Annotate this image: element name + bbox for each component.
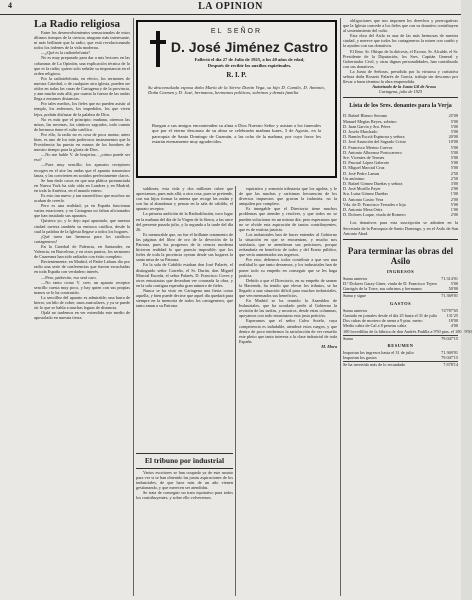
list-item (343, 335, 458, 341)
sacraments-line: Después de recibir los auxilios espirituales. (207, 63, 292, 68)
item-name: D. Rafael Blanco Serrano (343, 113, 388, 119)
item-amount: 50'00 (448, 286, 458, 292)
paragraph: Se trata de conseguir un trato equitativo para todos los contribuyentes, y sobre ello volveremos. (136, 490, 233, 501)
paragraph: Varios escritores se han ocupado ya de este asunto para ver si se han obtenido las justas aspiraciones de los industriales, de que hace más de un año vienen gestionando, y que merecen ser atendidas. (136, 470, 233, 491)
paragraph: Recientemente, en Madrid, el Padre Laburu dio por radio una serie de conferencias que fueron escuchadas en toda España con verdadero interés. (34, 259, 130, 275)
paragraph: sublimes, esta vida y dos millones cubre que apreciamos, pues más allá, a otra cosa, pues se pretende, con sus hijos formar la antena que recoge las ondas y son las al abandonar y pensar en la sala de cabildo, el aparato receptor. (136, 186, 233, 212)
article-radio-religiosa (34, 18, 130, 596)
ingresos-label: INGRESOS (386, 268, 415, 274)
item-name: Sre. Vicentes de Termes (343, 155, 385, 161)
column-divider (133, 18, 134, 596)
paragraph: ¡Qué tarea tan hermosa para los católicos cartageneros! (34, 233, 130, 244)
paragraph: —Pues muy sencillo; los aparatos receptores recogen en el aire las ondas que el aparato transmisor lanza, y las convierten en sonidos perfectamente claros. (34, 162, 130, 178)
obituary-notice (136, 20, 337, 178)
paragraph: En la sala de Cabildo estaban don José Palarés, el distinguido señor Carreño, el Sr. Durán, don Miguel Marcial Euceda, el señor Palarés, D. Francisco Coves y otros entusiastas que deseaban ver coronada la obra, y en la sala contigua esperaba gran número de fieles. (136, 262, 233, 288)
intro-date: Cartagena, julio de 1925 (378, 89, 423, 95)
item-amount: 3'00 (450, 181, 458, 187)
item-name: Importan los ingresos hasta el 31 de julio (343, 350, 414, 356)
item-name: Manuel Megías Reyes, sobrino (343, 118, 397, 124)
death-date: Falleció el día 27 de Julio de 1925, a los 40 años de edad, (194, 57, 305, 62)
item-name: Gastado en jornales desde el día 25 hasta el 31 de julio (343, 312, 438, 318)
paragraph: Es memorable que, no fue el brillante ornamento de las páginas del libro de oro de la devoción de la Patrona, pues los progresos de la ciencia moderna hicieron realidad lo que parecía imposible: que los fieles de toda la provincia oyeran desde sus hogares la santa misa de su Patrona. (136, 231, 233, 263)
item-amount: 1'00 (450, 191, 458, 197)
paragraph: La sencillez del aparato es admirable; una barra de hierro, un hilo de cobre, unos auriculares, y ya se puede oír lo que se habla a muchas leguas de distancia. (34, 294, 130, 311)
gastos-list (343, 307, 472, 341)
item-name: D. José Pedro Lamas (343, 170, 380, 176)
item-name: D. Antonio Albornoz Portocarrero (343, 149, 402, 155)
paragraph: —No tanto como V. cree; un aparato receptor sencillo cuesta muy poco, y hay quien con sus propias manos se lo ha construido. (34, 279, 130, 295)
list-item (343, 212, 458, 217)
item-name: Suma (343, 335, 353, 341)
item-amount: 5'00 (450, 118, 458, 124)
cross-icon (150, 31, 166, 67)
column-divider (235, 186, 236, 596)
paragraph: Pero es una realidad; ya en España funcionan varias estaciones; y en Cartagena no faltan aficionados que han instalado sus aparatos. (34, 203, 130, 219)
item-amount: 79.047'15 (441, 335, 458, 341)
item-amount: 10'00 (448, 139, 458, 145)
item-amount: 2'00 (450, 186, 458, 192)
item-amount: 4'00 (450, 323, 458, 329)
item-name: D. Dolores Luque, viuda de Romero (343, 212, 406, 218)
paragraph: La primera audición de la Radiodifusión, tuvo lugar en la mañana del día de la Virgen de la Sierra, a las once del presente pasado julio, y la segunda a la tarde del día 26. (136, 211, 233, 232)
paragraph: obligaciones que nos imponen los derechos y prerrogativas que la Iglesia concede a los fieles que con su donativo contribuyen al sostenimiento del culto. (343, 18, 458, 34)
item-amount: 5'00 (450, 144, 458, 150)
article-radio-continued (136, 186, 233, 448)
item-amount: 131'25 (446, 312, 458, 318)
item-amount: 5'00 (450, 201, 458, 207)
paragraph: —¿Qué es la radiotelefonía? (41, 50, 91, 56)
masthead (0, 0, 461, 15)
item-name: Medio cahiz de Cal a 8 pesetas cahiz (343, 323, 407, 329)
paragraph: equitativo y armonía tributaria que los agobia, y le de que las muchas y carísimas frecuencias de los diversos impuestos que gravan la industria, no la aniquilen por completo. (239, 186, 337, 207)
asilo-intro (343, 18, 458, 84)
item-amount: 71.314'01 (441, 275, 458, 281)
paragraph: Debido a que el Directorio, en su empeño de sanear la Hacienda, ha tenido que elevar los tributos, se ha llegado a una situación difícil para muchos industriales, que ven mermados sus beneficios. (239, 277, 337, 298)
paragraph: Por esto, debemos todos contribuir a que sea una realidad lo que tanto deseamos, y los industriales han de poner todo su empeño en conseguir que se les haga justicia. (239, 257, 337, 278)
paragraph: —Pero, padrecito, eso será caro. (41, 274, 97, 280)
item-name: Suma anterior (343, 275, 368, 281)
item-name: D. Rafael Gómez Dueñas y señora (343, 181, 403, 187)
item-amount: 7.678'14 (443, 362, 458, 368)
asilo-headline: Para terminar las obras del Asilo (347, 245, 454, 266)
item-name: D. Francisco Merino Cuevas (343, 144, 393, 150)
item-name: Se ha invertido más de lo recaudado (343, 362, 406, 368)
item-amount: 5'00 (450, 281, 458, 287)
deceased-name: D. José Jiménez Castro (170, 39, 329, 55)
item-amount: 25'00 (448, 113, 458, 119)
list-item (343, 328, 472, 334)
item-amount: 2'00 (450, 196, 458, 202)
paragraph: En la Catedral de Palencia, en Santander, en Valencia, en Barcelona, y en otros puntos, los sermones de Cuaresma han sido radiados con éxito completo. (34, 243, 130, 260)
resumen-label: RESUMEN (387, 342, 414, 348)
item-name: D. Josefa Marchado (343, 129, 378, 135)
paragraph: Se han dado casos en que una plática pronunciada en Nueva York ha sido oída en Londres y en Madrid, en toda la América, en el mundo entero. (34, 177, 130, 193)
item-amount: 74'787'65 (441, 307, 458, 313)
item-amount: 2'50 (450, 175, 458, 181)
ingresos-list (343, 276, 458, 299)
paragraph: Esperamos que el señor Calvo Sotelo, cuya competencia es indudable, atenderá estos ruegos, y que dentro de poco tendremos la satisfacción de ver resuelto este pleito que tanto interesa a la clase industrial de toda España. (239, 318, 337, 344)
item-name: 100 bovedillas de la fábrica de don Andrés Padilla a 9'50 ptas. el 100 (343, 328, 462, 334)
item-name: D. Miguel Marcial Cruz (343, 165, 385, 171)
item-name: Un anónimo (343, 175, 365, 181)
item-amount: 9'50 (464, 328, 472, 334)
item-amount: 2'00 (450, 212, 458, 218)
article-body (34, 30, 130, 320)
article-body (136, 186, 233, 308)
item-amount: 5'00 (450, 129, 458, 135)
item-amount: 79.047'15 (441, 355, 458, 361)
list-item (343, 292, 458, 298)
page-number: 4 (8, 1, 12, 10)
item-amount: 2'50 (450, 170, 458, 176)
item-name: D. José Asunción del Sagrado Cristo (343, 139, 407, 145)
resumen-list (343, 350, 458, 368)
donor-list (343, 113, 458, 217)
item-amount: 20'00 (448, 134, 458, 140)
article-body (239, 186, 337, 344)
tribuna-headline: El tribuno por industrial (136, 453, 233, 469)
article-tribuna (136, 470, 233, 596)
gastos-label: GASTOS (389, 300, 412, 306)
paragraph: Nunca se ha visto en Cartagena una fiesta como aquella, y bien puede decirse que aquel día quedará para siempre en la memoria de todos los cartageneros, que tanto aman a su Patrona. (136, 287, 233, 309)
item-amount: 5'00 (450, 123, 458, 129)
paragraph: Por la radiotelefonía, en efecto, los sermones de nuestra Catedral, o de cualquier otra iglesia, pueden ser oídos en todas las casas de Cartagena y de la provincia, y aun mucho más allá, por cuanto la fuerza de las ondas llega a enormes distancias. (34, 75, 130, 102)
item-name: D. Juan García y Sra. Pérez (343, 123, 391, 129)
list-item (343, 355, 458, 360)
paragraph: El Ilmo. Sr. Obispo de la diócesis, el Excmo. Sr. Alcalde, el Sr. Presidente de la Diputación, los Sres. Capitán General y Gobernador Civil, y otras dignas personalidades, han contribuido con sus donativos. (343, 48, 459, 69)
paragraph: En Madrid se ha reunido la Asamblea de Industriales, que ha acordado pedir al Gobierno la revisión de las tarifas, y nosotros, desde estas columnas, apoyamos con todo entusiasmo esta justa petición. (239, 298, 337, 319)
donor-list-title: Lista de los Sres. donantes para la Verja (349, 103, 452, 110)
column-divider (340, 18, 341, 596)
paragraph: Esta obra del Asilo es una de las más hermosas de nuestra ciudad, y merece que todos los cartageneros la miren con cariño y la ayuden con sus donativos. (343, 33, 458, 49)
paragraph: Entre los desenvolvimientos sensacionales de estos últimos tiempos de la ciencia, ninguno más interesante, ni más brillante que la radio, que está revolucionando todos los órdenes de la vida moderna. (34, 30, 130, 51)
paragraph: Los industriales han de hacer entender al Gobierno la situación en que se encuentran, y mucho nos satisfaría, que se atendieran sus peticiones, porque redundaría en beneficio de todos y del Erario público, que vería aumentados sus ingresos. (239, 231, 337, 258)
donations-column (343, 18, 472, 596)
paragraph: No es muy preparado para dar a mis lectores en las columnas de La Opinión, una explicación técnica de lo que es la radio; quiero solo señalar su importancia en el orden religioso. (34, 55, 130, 76)
funeral-text: Ruegan a sus amigos encomienden su alma a Dios Nuestro Señor y asistan a los funerales que por el eterno descanso de su alma se celebrarán mañana lunes, 3 de Agosto, en la parroquia de Santa Domingo de Guzmán, a las ocho de la mañana, por cuyo favor les estarán eternamente muy agradecidos. (152, 123, 321, 145)
item-name: Dos cubas de mortero de arena a 9 ptas. metro (343, 318, 423, 324)
item-name: D. Antonio Mesa Ortiz (343, 207, 383, 213)
item-name: D.ª Dolores Garay Giner, viuda de D. Francisco Tejero (343, 281, 438, 287)
item-name: Sra. Luisa Gómez Dueñas (343, 191, 388, 197)
paragraph: Es innegable que el Directorio tiene muchos problemas que atender y resolver, y que todos no se pueden solucionar en un mismo día; pero esperamos que no se olvide esta aspiración de tantos contribuyentes, que es de estricta justicia. (239, 206, 337, 232)
item-name: D. José Morillo Payer (343, 186, 381, 192)
newspaper-title: LA OPINION (198, 1, 263, 12)
item-amount: 5'00 (450, 165, 458, 171)
item-amount: 71.369'01 (441, 350, 458, 356)
paragraph: Quisiera yo, y lo dejo aquí apuntado, que nuestra ciudad tuviera también su emisora católica, desde la cual la palabra de la Iglesia llegase a todos los hogares. (34, 218, 130, 234)
list-item (343, 286, 458, 291)
item-name: D. Antonio Castro Vera (343, 196, 384, 202)
item-amount: 5'00 (450, 160, 458, 166)
donor-list-note: Los donativos para esta suscripción se admiten en la Secretaría de la Parroquia de Santo Domingo, y en el Asilo de San Antonio Abad. (343, 220, 458, 236)
item-amount: 71.369'01 (441, 293, 458, 299)
article-body (136, 470, 233, 501)
article-industrial (239, 186, 337, 596)
item-amount: 5'00 (450, 149, 458, 155)
section-rule (343, 239, 458, 240)
paragraph: Por ello, la radio no es cosa de poca monta; antes bien, es uno de los más poderosos instrumentos que la Providencia ha puesto en manos de los hombres de nuestro tiempo para la gloria de Dios. (34, 131, 130, 153)
family-text: Su desconsolada esposa doña María de la Sierra Durán Vega, su hijo D. Camilo, D. Antonio, Doña Carmen y D. José, hermanos, hermanos políticos, sobrinos y demás familia (148, 85, 325, 96)
item-name: Vda. de D. Francisco Terrades e hija (343, 201, 406, 207)
paragraph: Es esto tan nuevo y tan maravilloso que muchos no acaban de creerlo. (34, 193, 130, 204)
item-name: D. Ramón Escriá Espinosa y señora (343, 134, 405, 140)
item-name: Suma anterior (343, 307, 368, 313)
list-item (343, 361, 458, 367)
obituary-title: EL SEÑOR (210, 28, 263, 35)
item-name: Suma y sigue (343, 293, 367, 299)
item-name: D. Pascual López Galerote (343, 160, 390, 166)
paragraph: Por tales medios, los fieles que no pueden asistir al templo, los enfermos, los impedidos, los que viven lejos, podrán disfrutar de la palabra de Dios. (34, 101, 130, 117)
item-amount: 18'00 (448, 318, 458, 324)
paragraph: Ojalá no tardemos en ver extendido este medio de apostolado en nuestra tierra. (34, 310, 130, 321)
item-amount: 1'00 (450, 207, 458, 213)
paragraph: No es más que el principio; mañana, oiremos las misas, las novenas, los cánticos sagrados, todo cuanto de hermoso tiene el culto católico. (34, 116, 130, 132)
paragraph: —No me hable V. de brujerías... ¿cómo puede ser eso? (34, 152, 130, 163)
item-name: Importan los gastos (343, 355, 377, 361)
section-rule (343, 97, 458, 98)
paragraph: La Junta de Señoras, presidida por la virtuosa y caritativa señora doña Rosario Palarés de García, trabaja sin descanso por llevar a buen término la obra emprendida. (343, 68, 458, 85)
item-name: Garrigós de la Torre, sus sobrinos y hermanos (343, 286, 422, 292)
article-headline: La Radio religiosa (34, 18, 120, 30)
rip-line: R. I. P. (226, 71, 247, 79)
intro-signature: Autorizado de la Junta Gil de Arosa (372, 84, 436, 90)
item-amount: 5'00 (450, 155, 458, 161)
article-byline: M. Mora (321, 343, 337, 349)
